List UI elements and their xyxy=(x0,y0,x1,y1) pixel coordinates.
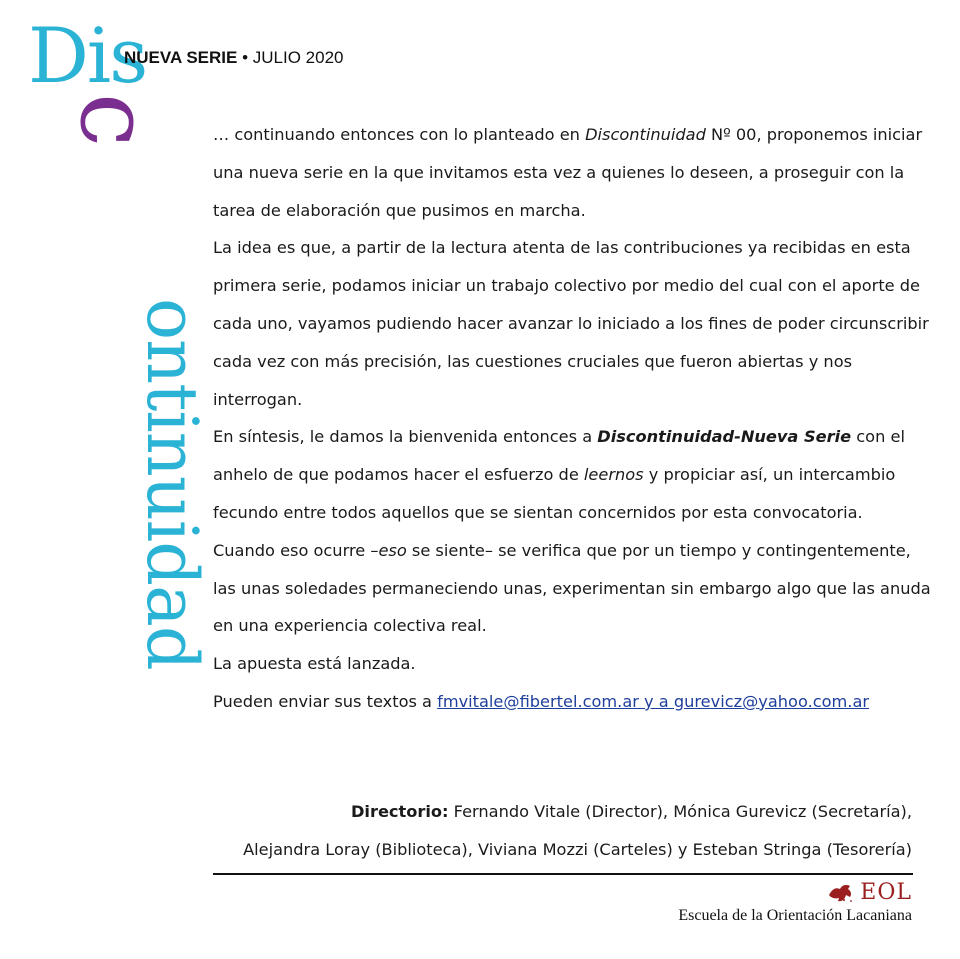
main-text xyxy=(213,116,933,721)
directorio-line-2: Alejandra Loray (Biblioteca), Viviana Mozzi (Carteles) y Esteban Stringa (Tesorería) xyxy=(243,839,912,859)
directorio-label: Directorio: xyxy=(350,802,449,821)
series-name: Discontinuidad-Nueva Serie xyxy=(597,427,852,447)
logo-c: c xyxy=(58,93,171,147)
paragraph-3: En síntesis, le damos la bienvenida entonces a Discontinuidad-Nueva Serie con el anhelo de que podamos hacer el esfuerzo de leernos y propiciar así, un intercambio fecundo entre todos aquellos que se sientan concernidos por esta convocatoria. xyxy=(213,427,905,522)
paragraph-2: La idea es que, a partir de la lectura atenta de las contribuciones ya recibidas en esta primera serie, podamos iniciar un trabajo colectivo por medio del cual con el aporte de cada uno, vayamos pudiendo hacer avanzar lo iniciado a los fines de poder circunscribir cada vez con más precisión, las cuestiones cruciales que fueron abiertas y nos interrogan. xyxy=(213,238,929,409)
directorio-line-1: Directorio: Fernando Vitale (Director), Mónica Gurevicz (Secretaría), xyxy=(350,802,912,821)
eol-footer xyxy=(678,880,912,925)
directorio xyxy=(192,793,912,869)
issue-date: JULIO 2020 xyxy=(252,48,344,67)
paragraph-6: Pueden enviar sus textos a fmvitale@fibertel.com.ar y a gurevicz@yahoo.com.ar xyxy=(213,691,870,711)
eol-emblem-icon xyxy=(826,881,854,905)
series-label: NUEVA SERIE xyxy=(124,48,238,67)
email-link[interactable]: fmvitale@fibertel.com.ar y a gurevicz@yahoo.com.ar xyxy=(437,691,870,711)
issue-header xyxy=(124,48,344,68)
paragraph-5: La apuesta está lanzada. xyxy=(213,654,416,674)
logo-dis: Dis xyxy=(28,11,147,100)
bullet-separator: • xyxy=(242,48,249,67)
divider xyxy=(213,873,913,875)
paragraph-1: … continuando entonces con lo planteado en Discontinuidad Nº 00, proponemos iniciar una nueva serie en la que invitamos esta vez a quienes lo deseen, a proseguir con la tarea de elaboración que pusimos en marcha. xyxy=(213,125,923,220)
logo-ontinuidad: ontinuidad xyxy=(131,298,213,670)
paragraph-4: Cuando eso ocurre –eso se siente– se verifica que por un tiempo y contingentemente, las unas soledades permaneciendo unas, experimentan sin embargo algo que las anuda en una experiencia colectiva real. xyxy=(213,540,931,636)
journal-name: Discontinuidad xyxy=(585,125,706,144)
eol-abbreviation: EOL xyxy=(860,880,912,905)
eol-full-name: Escuela de la Orientación Lacaniana xyxy=(678,907,912,924)
